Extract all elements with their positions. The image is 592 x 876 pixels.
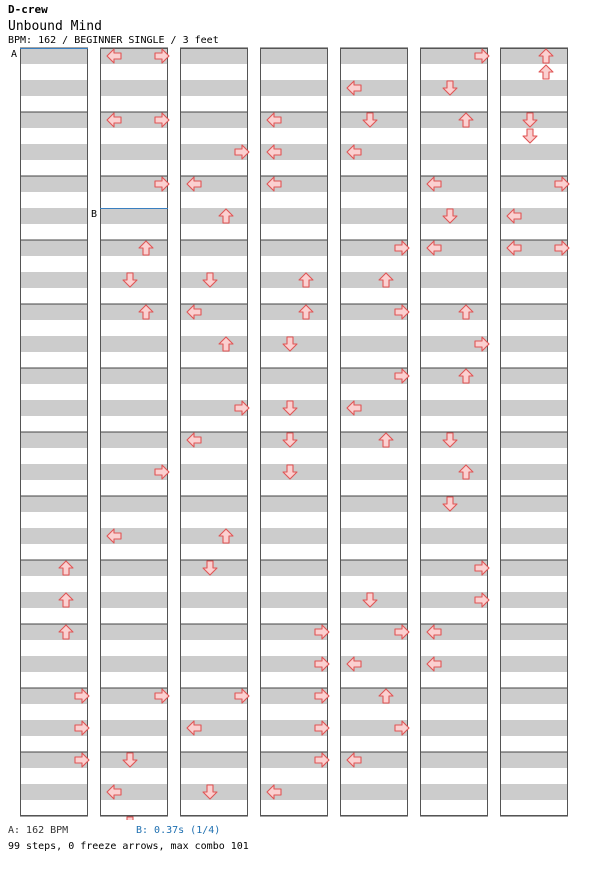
- beat-band: [180, 368, 248, 384]
- beat-band: [180, 528, 248, 544]
- chart-info: BPM: 162 / BEGINNER SINGLE / 3 feet: [8, 35, 219, 46]
- beat-band: [20, 176, 88, 192]
- beat-band: [500, 496, 568, 512]
- chart-stats: 99 steps, 0 freeze arrows, max combo 101: [8, 841, 249, 852]
- beat-band: [500, 400, 568, 416]
- beat-band: [420, 784, 488, 800]
- beat-band: [340, 48, 408, 64]
- beat-band: [260, 528, 328, 544]
- beat-band: [500, 272, 568, 288]
- beat-band: [500, 368, 568, 384]
- beat-band: [420, 368, 488, 384]
- beat-band: [260, 592, 328, 608]
- beat-band: [340, 528, 408, 544]
- beat-band: [20, 368, 88, 384]
- beat-band: [20, 240, 88, 256]
- beat-band: [100, 656, 168, 672]
- beat-band: [20, 48, 88, 64]
- beat-band: [20, 208, 88, 224]
- beat-band: [20, 592, 88, 608]
- arrow-shape: [123, 817, 137, 820]
- beat-band: [420, 112, 488, 128]
- beat-band: [340, 432, 408, 448]
- beat-band: [340, 784, 408, 800]
- beat-band: [20, 336, 88, 352]
- beat-band: [20, 784, 88, 800]
- down-arrow: [123, 817, 137, 820]
- beat-band: [340, 688, 408, 704]
- beat-band: [420, 720, 488, 736]
- song-artist: D-crew: [8, 3, 48, 16]
- beat-band: [100, 432, 168, 448]
- marker-label-B: B: [91, 209, 98, 220]
- beat-band: [100, 496, 168, 512]
- chart-column-5: [420, 48, 488, 816]
- beat-band: [500, 592, 568, 608]
- beat-band: [100, 208, 168, 224]
- beat-band: [100, 592, 168, 608]
- beat-band: [260, 48, 328, 64]
- beat-band: [180, 464, 248, 480]
- beat-band: [20, 464, 88, 480]
- beat-band: [340, 208, 408, 224]
- beat-band: [180, 752, 248, 768]
- beat-band: [500, 304, 568, 320]
- beat-band: [100, 144, 168, 160]
- beat-band: [180, 112, 248, 128]
- beat-band: [100, 304, 168, 320]
- beat-band: [100, 240, 168, 256]
- beat-band: [100, 368, 168, 384]
- beat-band: [20, 528, 88, 544]
- beat-band: [180, 656, 248, 672]
- beat-band: [100, 336, 168, 352]
- beat-band: [500, 80, 568, 96]
- beat-band: [20, 560, 88, 576]
- song-title: Unbound Mind: [8, 19, 102, 34]
- beat-band: [340, 464, 408, 480]
- beat-band: [420, 304, 488, 320]
- beat-band: [500, 688, 568, 704]
- beat-band: [20, 304, 88, 320]
- beat-band: [420, 464, 488, 480]
- beat-band: [260, 304, 328, 320]
- beat-band: [20, 272, 88, 288]
- beat-band: [180, 336, 248, 352]
- beat-band: [420, 272, 488, 288]
- beat-band: [20, 144, 88, 160]
- beat-band: [100, 720, 168, 736]
- beat-band: [500, 432, 568, 448]
- beat-band: [500, 336, 568, 352]
- beat-band: [260, 272, 328, 288]
- beat-band: [340, 336, 408, 352]
- beat-band: [20, 432, 88, 448]
- beat-band: [260, 496, 328, 512]
- beat-band: [20, 624, 88, 640]
- chart-column-1: [100, 48, 168, 816]
- beat-band: [180, 48, 248, 64]
- beat-band: [260, 208, 328, 224]
- beat-band: [20, 496, 88, 512]
- beat-band: [100, 400, 168, 416]
- beat-band: [260, 80, 328, 96]
- beat-band: [500, 144, 568, 160]
- stop-note: B: 0.37s (1/4): [136, 825, 221, 836]
- beat-band: [500, 464, 568, 480]
- chart-column-2: [180, 48, 248, 816]
- beat-band: [20, 400, 88, 416]
- beat-band: [420, 144, 488, 160]
- marker-label-A: A: [11, 49, 18, 60]
- beat-band: [260, 240, 328, 256]
- beat-band: [340, 272, 408, 288]
- beat-band: [100, 560, 168, 576]
- beat-band: [500, 784, 568, 800]
- beat-band: [340, 560, 408, 576]
- beat-band: [20, 112, 88, 128]
- beat-band: [260, 368, 328, 384]
- beat-band: [180, 496, 248, 512]
- beat-band: [180, 208, 248, 224]
- beat-band: [500, 656, 568, 672]
- chart-column-4: [340, 48, 408, 816]
- beat-band: [500, 48, 568, 64]
- beat-band: [500, 528, 568, 544]
- beat-band: [260, 560, 328, 576]
- beat-band: [420, 528, 488, 544]
- beat-band: [100, 80, 168, 96]
- beat-band: [420, 400, 488, 416]
- beat-band: [180, 80, 248, 96]
- beat-band: [20, 80, 88, 96]
- bpm-note: A: 162 BPM: [8, 825, 69, 836]
- beat-band: [180, 624, 248, 640]
- beat-band: [100, 624, 168, 640]
- beat-band: [340, 496, 408, 512]
- chart-column-3: [260, 48, 328, 816]
- beat-band: [420, 688, 488, 704]
- beat-band: [500, 560, 568, 576]
- beat-band: [180, 240, 248, 256]
- beat-band: [500, 720, 568, 736]
- beat-band: [500, 624, 568, 640]
- beat-band: [500, 752, 568, 768]
- beat-band: [20, 656, 88, 672]
- beat-band: [340, 176, 408, 192]
- beat-band: [420, 752, 488, 768]
- beat-band: [180, 592, 248, 608]
- chart-column-0: [20, 48, 88, 816]
- chart-column-6: [500, 48, 568, 816]
